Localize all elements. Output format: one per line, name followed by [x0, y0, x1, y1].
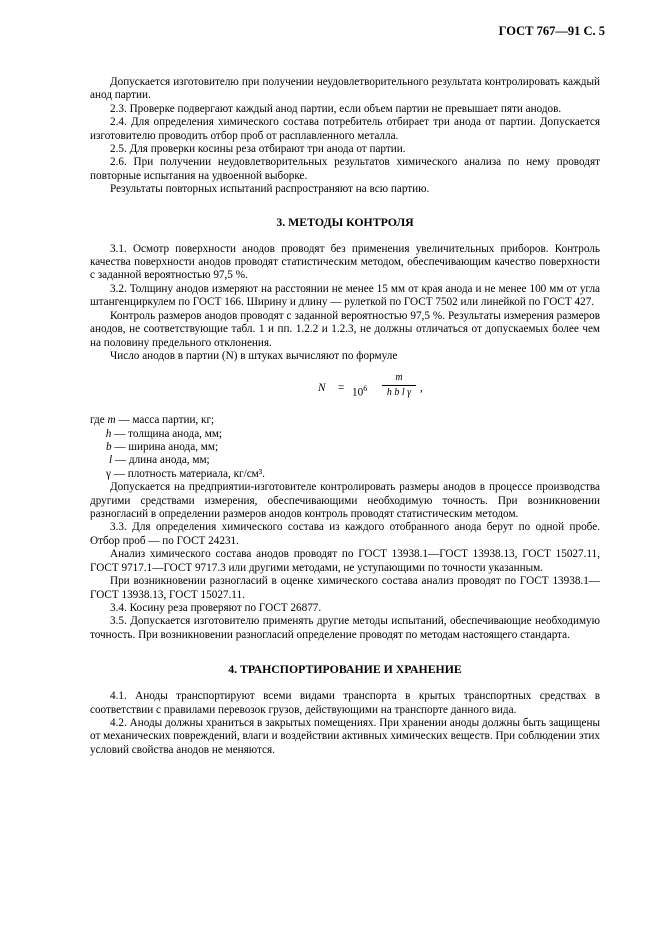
legend-row: [90, 454, 600, 467]
paragraph-2-6: 2.6. При получении неудовлетворительных результатов химического анализа по нему проводят повторные испытания на удвоенной выборке.: [90, 156, 600, 182]
legend-prefix: где: [90, 414, 105, 427]
formula-coef-base: 10: [352, 387, 364, 400]
paragraph-2-5: 2.5. Для проверки косины реза отбирают три анода от партии.: [110, 143, 406, 156]
paragraph-2-4: 2.4. Для определения химического состава потребитель отбирает три анода от партии. Допускается изготовителю проводить отбор проб от расплавленного металла.: [90, 116, 600, 142]
formula-numerator: m: [382, 372, 416, 386]
legend-symbol: h: [105, 427, 112, 440]
paragraph-3-3: 3.3. Для определения химического состава из каждого отобранного анода берут по одной пробе. Отбор проб — по ГОСТ 24231.: [90, 521, 600, 547]
paragraph-2-3: 2.3. Проверке подвергают каждый анод партии, если объем партии не превышает пяти анодов.: [110, 102, 562, 115]
paragraph-4-1: 4.1. Аноды транспортируют всеми видами транспорта в крытых транспортных средствах в соответствии с правилами перевозок грузов, действующими на транспорте данного вида.: [90, 690, 600, 716]
paragraph: Число анодов в партии (N) в штуках вычисляют по формуле: [110, 349, 398, 362]
section-heading-3: 3. МЕТОДЫ КОНТРОЛЯ: [276, 214, 414, 229]
paragraph-3-4: 3.4. Косину реза проверяют по ГОСТ 26877.: [110, 601, 322, 614]
formula-coefficient: [352, 382, 367, 400]
legend-row: [90, 414, 600, 427]
paragraph: Допускается на предприятии-изготовителе контролировать размеры анодов в процессе производства другими средствами измерения, обеспечивающими необходимую точность. При возникновении разногласий в определении размеров анодов контроль проводят статистическим методом.: [90, 481, 600, 521]
legend-row: [90, 428, 600, 441]
formula-denominator: h b l γ: [386, 387, 412, 399]
formula-comma: ,: [420, 382, 423, 395]
formula-equals: =: [338, 382, 345, 395]
formula-fraction: [382, 372, 416, 399]
formula-legend: [90, 414, 600, 481]
legend-symbol: l: [109, 454, 113, 467]
legend-symbol: m: [107, 414, 116, 427]
formula-coef-exponent: 6: [363, 384, 368, 394]
paragraph: Результаты повторных испытаний распространяют на всю партию.: [110, 183, 430, 196]
legend-text: — длина анода, мм;: [112, 454, 210, 467]
legend-symbol: γ: [106, 467, 111, 480]
paragraph-3-5: 3.5. Допускается изготовителю применять другие методы испытаний, обеспечивающие необходимую точность. При возникновении разногласий определение проводят по методам настоящего стандарта.: [90, 615, 600, 641]
page-content: [90, 76, 600, 757]
paragraph-3-1: 3.1. Осмотр поверхности анодов проводят без применения увеличительных приборов. Контроль качества поверхности анодов проводят статистическим методом, обеспечивающим качество поверхности с заданной вероятностью 97,5 %.: [90, 242, 600, 282]
formula-lhs: N: [318, 382, 326, 395]
paragraph-3-2: 3.2. Толщину анодов измеряют на расстоянии не менее 15 мм от края анода и не менее 100 мм от угла штангенциркулем по ГОСТ 166. Ширину и длину — рулеткой по ГОСТ 7502 или линейкой по ГОСТ 427.: [90, 282, 600, 309]
paragraph: Анализ химического состава анодов проводят по ГОСТ 13938.1—ГОСТ 13938.13, ГОСТ 15027.11, ГОСТ 9717.1—ГОСТ 9717.3 или другими методами, не уступающими по точности указанным.: [90, 548, 600, 574]
legend-text: — масса партии, кг;: [115, 414, 215, 427]
running-header: ГОСТ 767—91 С. 5: [498, 24, 605, 38]
section-heading-4: 4. ТРАНСПОРТИРОВАНИЕ И ХРАНЕНИЕ: [228, 662, 462, 677]
legend-text: — плотность материала, кг/см³.: [110, 467, 265, 480]
paragraph: Допускается изготовителю при получении неудовлетворительного результата контролировать каждый анод партии.: [90, 76, 600, 102]
legend-symbol: b: [106, 441, 112, 454]
legend-text: — толщина анода, мм;: [111, 427, 223, 440]
paragraph: При возникновении разногласий в оценке химического состава анализ проводят по ГОСТ 13938.1—ГОСТ 13938.13, ГОСТ 15027.11.: [90, 575, 600, 601]
legend-row: [90, 468, 600, 481]
legend-row: [90, 441, 600, 454]
legend-text: — ширина анода, мм;: [111, 441, 219, 454]
paragraph-4-2: 4.2. Аноды должны храниться в закрытых помещениях. При хранении аноды должны быть защищены от механических повреждений, влаги и воздействии активных химических веществ. При соблюдении этих условий свойства анодов не меняются.: [90, 716, 600, 756]
formula: [90, 372, 600, 406]
paragraph: Контроль размеров анодов проводят с заданной вероятностью 97,5 %. Результаты измерения размеров анодов, не соответствующие табл. 1 и пп. 1.2.2 и 1.2.3, не должны отличаться от допускаемых более чем на половину предельного отклонения.: [90, 309, 600, 349]
